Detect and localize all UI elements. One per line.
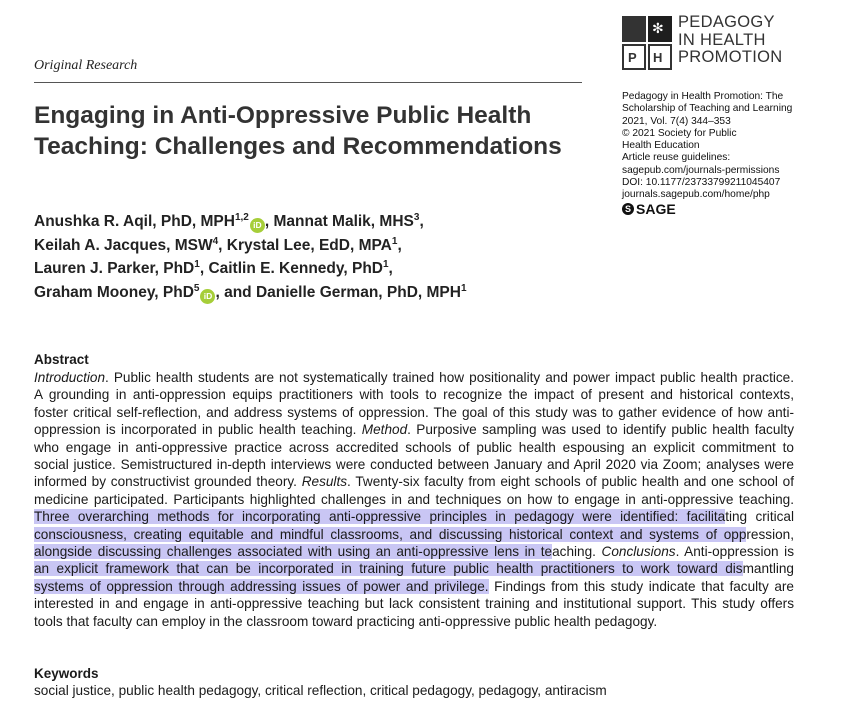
abstract-line: Three overarching methods for incorporating anti-oppressive principles in pedagogy were identified: facilitating critical [34, 509, 794, 525]
logo-line-2: IN HEALTH [678, 30, 766, 49]
abstract-line: alongside discussing challenges associated with using an anti-oppressive lens in teaching. Conclusions. Anti-oppression is [34, 544, 794, 560]
abstract-line: oppression is incorporated in public health teaching. Method. Purposive sampling was used to identify public health faculty [34, 422, 794, 438]
author-affiliation: 1 [382, 259, 389, 270]
orcid-icon[interactable]: iD [250, 218, 265, 233]
author [227, 237, 402, 254]
abstract-line: an explicit framework that can be incorporated in training future public health practitioners to work toward dismantling [34, 561, 794, 577]
author [256, 284, 467, 301]
journal-home-link[interactable]: journals.sagepub.com/home/php [622, 189, 770, 201]
abstract-line: A grounding in anti-oppression equips practitioners with tools to recognize the impact of present and historical contexts, [34, 387, 794, 403]
author [208, 260, 392, 277]
author-name: Danielle German, PhD, MPH [255, 283, 461, 301]
doi[interactable]: DOI: 10.1177/23733799211045407 [622, 177, 781, 189]
journal-subtitle: Scholarship of Teaching and Learning [622, 103, 793, 115]
abstract-line: who engage in anti-oppressive practice across accredited schools of public health espousing an explicit commitment to [34, 439, 794, 455]
abstract-line: tools that faculty can employ in the classroom toward practicing anti-oppressive public health pedagogy. [34, 613, 658, 629]
author [273, 213, 423, 230]
abstract-body [34, 369, 794, 630]
journal-volume: 2021, Vol. 7(4) 344–353 [622, 115, 731, 127]
author [34, 237, 227, 254]
abstract-heading: Abstract [34, 352, 89, 367]
abstract-line: informed by constructivist grounded theory. Results. Twenty-six faculty from eight schools of public health and one school of [34, 474, 794, 490]
author-name: Graham Mooney, PhD [34, 283, 194, 301]
abstract-line: foster critical self-reflection, and address systems of oppression. The goal of this study was to gather evidence of how anti- [34, 404, 794, 420]
journal-name: Pedagogy in Health Promotion: The [622, 91, 784, 102]
author-name: Anushka R. Aqil, PhD, MPH [34, 213, 235, 230]
logo-line-1: PEDAGOGY [678, 13, 775, 31]
copyright: © 2021 Society for Public [622, 127, 737, 139]
sage-icon: S [622, 203, 634, 215]
journal-logo-mark: ✻ P H [622, 16, 672, 70]
abstract-line: consciousness, creating equitable and mindful classrooms, and discussing historical context and systems of oppression, [34, 526, 794, 542]
author-line [34, 257, 594, 281]
abstract-line: systems of oppression through addressing issues of power and privilege. Findings from this study indicate that faculty are [34, 578, 794, 594]
keywords-list: social justice, public health pedagogy, critical reflection, critical pedagogy, pedagogy, antiracism [34, 683, 607, 698]
author [34, 213, 273, 230]
title-line-1: Engaging in Anti-Oppressive Public Health [34, 102, 532, 129]
abstract-line: interested in and engage in anti-oppressive teaching but lack consistent training and institutional support. This study offers [34, 596, 794, 612]
author-separator: , [218, 236, 227, 254]
author-affiliation: 4 [212, 235, 219, 247]
author-affiliation: 5 [193, 282, 200, 294]
author [34, 284, 256, 301]
journal-info [622, 91, 822, 215]
journal-logo-text [678, 14, 782, 67]
section-label: Original Research [34, 58, 138, 73]
author-separator: , [397, 236, 402, 254]
author-name: Caitlin E. Kennedy, PhD [208, 260, 383, 277]
author-affiliation: 1 [460, 282, 467, 294]
author-affiliation: 3 [413, 212, 420, 223]
author-line [34, 281, 594, 305]
author-separator: , [199, 260, 209, 277]
title-line-2: Teaching: Challenges and Recommendations [34, 133, 562, 160]
author-name: Keilah A. Jacques, MSW [34, 236, 213, 254]
abstract-line: Introduction. Public health students are not systematically trained how positionality and power impact public health practice. [34, 370, 794, 385]
author-affiliation: 1 [391, 235, 398, 247]
article-title [34, 100, 594, 162]
keywords-heading: Keywords [34, 666, 99, 681]
orcid-icon[interactable]: iD [200, 289, 215, 304]
abstract-line: medicine participated. Participants highlighted challenges in and techniques on how to engage in anti-oppressive teaching. [34, 491, 794, 507]
permissions-link[interactable]: sagepub.com/journals-permissions [622, 164, 780, 176]
author-affiliation: 1,2 [234, 212, 249, 223]
author-line [34, 210, 594, 234]
publisher-logo [622, 200, 822, 217]
author-line [34, 234, 594, 258]
author [34, 260, 208, 277]
author-name: Lauren J. Parker, PhD [34, 260, 195, 277]
author-name: Krystal Lee, EdD, MPA [226, 236, 392, 254]
author-separator: , and [215, 283, 256, 301]
publisher-name: SAGE [636, 200, 676, 217]
author-separator: , [264, 213, 274, 230]
abstract-line: social justice. Semistructured in-depth interviews were conducted between January and April 2020 via Zoom; analyses were [34, 457, 794, 473]
author-separator: , [419, 213, 424, 230]
reuse-guidelines-label: Article reuse guidelines: [622, 152, 731, 164]
header-rule [34, 82, 582, 83]
author-separator: , [388, 260, 393, 277]
author-name: Mannat Malik, MHS [273, 213, 414, 230]
journal-logo [622, 14, 822, 74]
author-affiliation: 1 [194, 259, 200, 270]
copyright-holder: Health Education [622, 140, 700, 152]
author-list [34, 210, 594, 304]
logo-line-3: PROMOTION [678, 48, 783, 66]
